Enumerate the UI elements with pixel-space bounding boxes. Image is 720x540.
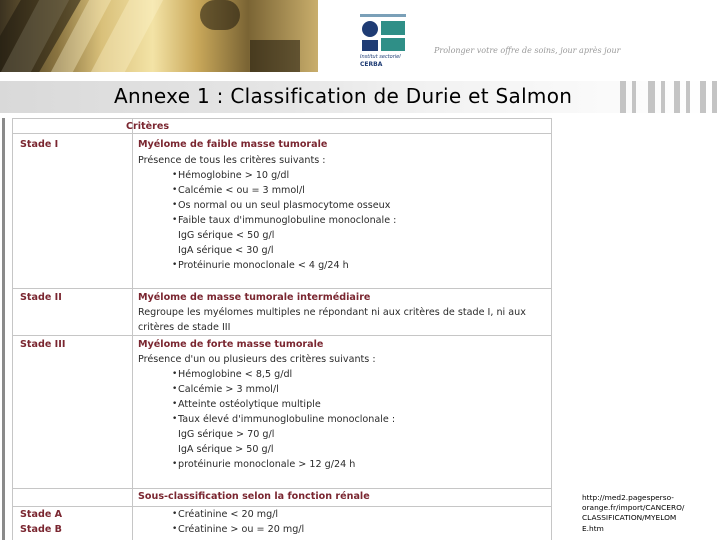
stage-3-intro: Présence d'un ou plusieurs des critères suivants : [138,354,376,365]
stage-3-criterion: • Hémoglobine < 8,5 g/dl [178,367,292,382]
stage-3-criterion: • Taux élevé d'immunoglobuline monoclonale : [178,412,395,427]
title-band-stripes [618,81,720,113]
stage-3-criterion: • Atteinte ostéolytique multiple [178,397,321,412]
logo-subtitle: Institut sectoriel [360,54,401,60]
stage-b-criterion: • Créatinine > ou = 20 mg/l [178,522,304,537]
stage-1-subcriterion: IgA sérique < 30 g/l [178,245,274,256]
stage-a-criterion: • Créatinine < 20 mg/l [178,507,278,522]
stage-1-criterion: • Hémoglobine > 10 g/dl [178,168,289,183]
stage-2-heading: Myélome de masse tumorale intermédiaire [138,292,371,303]
reference-line: http://med2.pagesperso- [582,493,674,502]
stage-1-criterion: • Faible taux d'immunoglobuline monoclonale : [178,213,396,228]
stage-3-criterion: • Calcémie > 3 mmol/l [178,382,279,397]
header-photo [0,0,318,72]
stage-1-subcriterion: IgG sérique < 50 g/l [178,230,275,241]
scan-edge [2,118,5,540]
stage-2-label: Stade II [20,292,62,303]
tagline: Prolonger votre offre de soins, jour après jour [434,46,621,55]
stage-3-criterion: • protéinurie monoclonale > 12 g/24 h [178,457,355,472]
stage-3-subcriterion: IgA sérique > 50 g/l [178,444,274,455]
slide-title: Annexe 1 : Classification de Durie et Salmon [114,84,573,108]
criteria-header: Critères [126,121,170,132]
stage-1-heading: Myélome de faible masse tumorale [138,139,328,150]
stage-1-criterion: • Protéinurie monoclonale < 4 g/24 h [178,258,349,273]
logo-name: CERBA [360,61,383,68]
stage-b-label: Stade B [20,524,62,535]
reference-line: orange.fr/import/CANCERO/ [582,503,685,513]
stage-1-criterion: • Calcémie < ou = 3 mmol/l [178,183,305,198]
reference-line: E.htm [582,523,604,533]
reference-line: CLASSIFICATION/MYELOM [582,513,677,523]
stage-3-subcriterion: IgG sérique > 70 g/l [178,429,275,440]
stage-a-label: Stade A [20,509,63,520]
stage-3-heading: Myélome de forte masse tumorale [138,339,324,350]
stage-3-label: Stade III [20,339,66,350]
renal-heading: Sous-classification selon la fonction rénale [138,491,370,502]
stage-2-text: critères de stade III [138,322,231,333]
stage-1-label: Stade I [20,139,59,150]
cerba-logo [360,14,408,70]
stage-2-text: Regroupe les myélomes multiples ne répondant ni aux critères de stade I, ni aux [138,307,526,318]
source-reference [582,493,684,534]
stage-1-criterion: • Os normal ou un seul plasmocytome osseux [178,198,390,213]
stage-1-intro: Présence de tous les critères suivants : [138,155,326,166]
